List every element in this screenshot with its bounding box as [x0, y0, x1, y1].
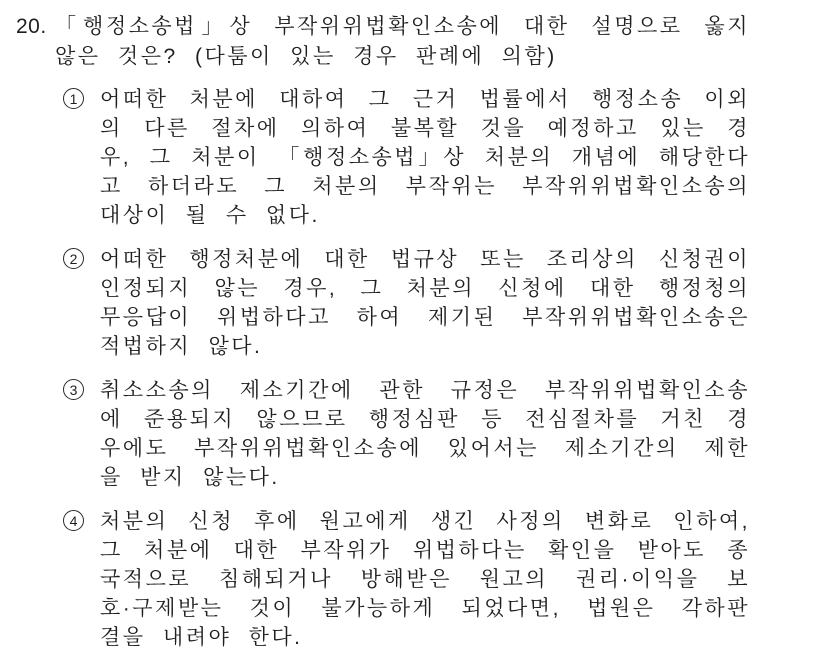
option-3-text	[100, 376, 750, 492]
text-line: 에 준용되지 않으므로 행정심판 등 전심절차를 거친 경	[100, 408, 750, 431]
option-3-number: 3	[69, 381, 78, 398]
question-block	[16, 12, 826, 72]
option-4-circled-number-icon	[63, 510, 84, 531]
options-list	[63, 85, 826, 652]
text-line: 의 다른 절차에 의하여 불복할 것을 예정하고 있는 경	[100, 117, 750, 140]
option-2	[63, 245, 826, 361]
option-2-text	[100, 245, 750, 361]
text-line: 어떠한 처분에 대하여 그 근거 법률에서 행정소송 이외	[100, 88, 750, 111]
text-line: 그 처분에 대한 부작위가 위법하다는 확인을 받아도 종	[100, 539, 750, 562]
text-line: 취소소송의 제소기간에 관한 규정은 부작위위법확인소송	[100, 379, 750, 402]
text-line: 대상이 될 수 없다.	[100, 204, 320, 227]
text-line: 「행정소송법」상 부작위위법확인소송에 대한 설명으로 옳지	[55, 15, 750, 38]
text-line: 우, 그 처분이 「행정소송법」상 처분의 개념에 해당한다	[100, 146, 750, 169]
text-line: 국적으로 침해되거나 방해받은 원고의 권리·이익을 보	[100, 568, 750, 591]
option-1	[63, 85, 826, 230]
option-4	[63, 507, 826, 652]
question-number: 20.	[16, 15, 47, 38]
option-2-number: 2	[69, 250, 78, 267]
text-line: 을 받지 않는다.	[100, 466, 280, 489]
text-line: 호·구제받는 것이 불가능하게 되었다면, 법원은 각하판	[100, 597, 750, 620]
text-line: 어떠한 행정처분에 대한 법규상 또는 조리상의 신청권이	[100, 248, 750, 271]
option-3-circled-number-icon	[63, 379, 84, 400]
option-4-number: 4	[69, 512, 78, 529]
text-line: 않은 것은? (다툼이 있는 경우 판례에 의함)	[55, 45, 557, 68]
text-line: 처분의 신청 후에 원고에게 생긴 사정의 변화로 인하여,	[100, 510, 750, 533]
option-1-number: 1	[69, 90, 78, 107]
text-line: 결을 내려야 한다.	[100, 626, 303, 649]
option-4-text	[100, 507, 750, 652]
option-3	[63, 376, 826, 492]
text-line: 고 하더라도 그 처분의 부작위는 부작위위법확인소송의	[100, 175, 750, 198]
option-2-circled-number-icon	[63, 248, 84, 269]
question-text	[55, 12, 750, 72]
option-1-circled-number-icon	[63, 88, 84, 109]
text-line: 인정되지 않는 경우, 그 처분의 신청에 대한 행정청의	[100, 277, 750, 300]
option-1-text	[100, 85, 750, 230]
text-line: 우에도 부작위위법확인소송에 있어서는 제소기간의 제한	[100, 437, 750, 460]
text-line: 적법하지 않다.	[100, 335, 263, 358]
text-line: 무응답이 위법하다고 하여 제기된 부작위위법확인소송은	[100, 306, 750, 329]
